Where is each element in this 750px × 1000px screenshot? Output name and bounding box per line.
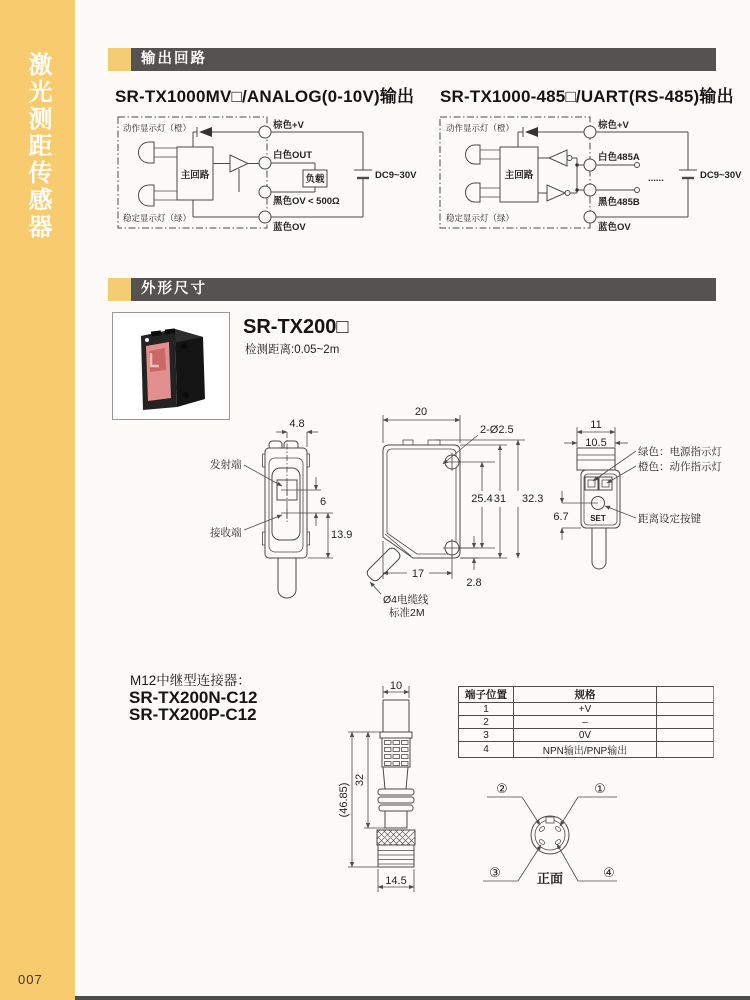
section-title: 输出回路 (131, 48, 716, 71)
action-led-label: 动作显示灯（橙） (123, 123, 192, 133)
cell-spec: NPN输出/PNP输出 (514, 742, 657, 758)
load-note: < 500Ω (308, 196, 340, 207)
dim-17-text: 17 (411, 568, 425, 580)
terminal-white-label: 白色485A (598, 152, 640, 163)
top-view-drawing (548, 413, 750, 581)
analog-circuit-title: SR-TX1000MV□/ANALOG(0-10V)输出 (115, 87, 415, 106)
cell-spec: 0V (514, 729, 657, 742)
table-row (459, 716, 714, 729)
table-row (459, 742, 714, 758)
table-row (459, 729, 714, 742)
dimension-46-85 (338, 732, 378, 867)
set-button-label: SET (590, 514, 606, 523)
connector-outline (377, 700, 415, 867)
set-button-note: 距离设定按键 (638, 513, 701, 525)
terminal-table (458, 686, 714, 758)
continuation-dots: ...... (648, 173, 664, 184)
terminal-brown-label: 棕色+V (598, 120, 629, 131)
rs485-circuit-title: SR-TX1000-485□/UART(RS-485)输出 (440, 87, 734, 106)
dim-20-text: 20 (414, 406, 428, 418)
dim-14-5-text: 14.5 (385, 875, 407, 887)
cell-pin: 3 (459, 729, 514, 742)
dimension-25-4 (459, 462, 495, 548)
terminal-blue-label: 蓝色OV (598, 222, 631, 233)
pin-4-label: ④ (603, 866, 615, 881)
side-view-drawing (345, 395, 560, 630)
cable-exit (592, 528, 606, 569)
front-view-drawing (128, 410, 360, 610)
dim-10-text: 10 (389, 680, 403, 692)
cable-callout (370, 582, 429, 619)
m12-connector-drawing (338, 680, 430, 910)
dim-6-7-text: 6.7 (553, 511, 569, 523)
terminal-black-label: 黑色OV (273, 196, 306, 207)
col-spec: 规格 (514, 687, 657, 703)
dimension-20 (383, 406, 460, 443)
terminal-white-label: 白色OUT (273, 150, 313, 161)
pin-2-label: ② (496, 782, 508, 797)
action-led-label: 动作显示灯（橙） (446, 123, 515, 133)
battery-symbol (354, 132, 372, 217)
section-title: 外形尺寸 (131, 278, 716, 301)
section-accent-square (108, 48, 131, 71)
receiver-label: 接收端 (210, 527, 242, 539)
connector-face (531, 816, 569, 854)
col-empty (657, 687, 714, 703)
product-photo (113, 313, 227, 417)
m12-intro: M12中继型连接器： (130, 673, 251, 688)
terminal-circles (259, 126, 271, 223)
dim-2-8-text: 2.8 (466, 577, 482, 589)
dimension-32 (354, 732, 385, 828)
cable-note-1: Ø4电缆线 (383, 594, 429, 606)
dim-32-text: 32 (354, 773, 366, 787)
main-circuit-label: 主回路 (504, 170, 534, 181)
stable-led-label: 稳定显示灯（绿） (446, 213, 515, 223)
section-header-output-circuit (108, 48, 716, 71)
footer-rule (75, 996, 750, 1000)
cell-pin: 2 (459, 716, 514, 729)
dimension-2-8 (459, 536, 482, 589)
power-supply-label: DC9~30V (375, 170, 417, 181)
load-label: 负载 (305, 174, 325, 185)
orange-led-note: 橙色：动作指示灯 (638, 461, 722, 473)
stable-led-label: 稳定显示灯（绿） (123, 213, 192, 223)
strain-relief-slots (385, 741, 409, 766)
cable-note-2: 标准2M (389, 607, 425, 619)
rs485-output-circuit-diagram (438, 112, 750, 240)
pin-3-label: ③ (489, 866, 501, 881)
analog-output-circuit-diagram (110, 112, 420, 240)
emitter-label: 发射端 (210, 459, 242, 471)
cell-pin: 4 (459, 742, 514, 758)
section-header-dimensions (108, 278, 716, 301)
led-symbols (139, 142, 178, 206)
cell-spec: – (514, 716, 657, 729)
dim-25-4-text: 25.4 (471, 493, 493, 505)
sidebar-vertical-title: 激光测距传感器 (24, 52, 51, 241)
pin-layout-diagram (468, 780, 638, 898)
dimension-14-5 (378, 869, 414, 892)
dimension-10-5 (564, 437, 628, 449)
dimension-10 (383, 680, 409, 698)
dim-11-text: 11 (590, 419, 602, 431)
page-number: 007 (18, 972, 43, 987)
led-symbols (466, 145, 501, 202)
dim-4-8-text: 4.8 (289, 418, 305, 430)
product-model: SR-TX200□ (243, 316, 349, 338)
cell-spec: +V (514, 703, 657, 716)
dim-10-5-text: 10.5 (585, 437, 607, 449)
keyway-notch (546, 817, 554, 823)
main-circuit-label: 主回路 (180, 170, 210, 181)
dim-13-9-text: 13.9 (331, 529, 353, 541)
front-face-label: 正面 (536, 871, 564, 886)
sidebar (0, 0, 75, 1000)
rs485-driver-symbols (538, 150, 584, 201)
dim-32-3-text: 32.3 (522, 493, 544, 505)
m12-model-p: SR-TX200P-C12 (129, 705, 257, 724)
terminal-black-label: 黑色485B (598, 197, 640, 208)
power-supply-label: DC9~30V (700, 170, 742, 181)
col-terminal-position: 端子位置 (459, 687, 514, 703)
dim-31-text: 31 (493, 493, 507, 505)
table-header-row (459, 687, 714, 703)
section-accent-square (108, 278, 131, 301)
battery-symbol (679, 132, 697, 217)
sensor-top-outline (577, 448, 620, 569)
terminal-blue-label: 蓝色OV (273, 222, 306, 233)
cell-pin: 1 (459, 703, 514, 716)
table-row (459, 703, 714, 716)
dim-46-85-text: (46.85) (338, 782, 350, 818)
diode-symbol (193, 127, 259, 147)
pin-1-label: ① (594, 782, 606, 797)
product-photo-frame (112, 312, 230, 420)
pin-callouts (483, 782, 617, 886)
terminal-brown-label: 棕色+V (273, 120, 304, 131)
cable-exit (365, 546, 402, 583)
amplifier-symbol (213, 155, 259, 192)
product-detect-range: 检测距离:0.05~2m (245, 344, 340, 356)
dim-6-text: 6 (320, 496, 327, 508)
diode-symbol (518, 127, 584, 147)
holes-text: 2-Ø2.5 (480, 424, 514, 436)
green-led-note: 绿色：电源指示灯 (638, 446, 722, 458)
m12-model-n: SR-TX200N-C12 (129, 688, 258, 707)
